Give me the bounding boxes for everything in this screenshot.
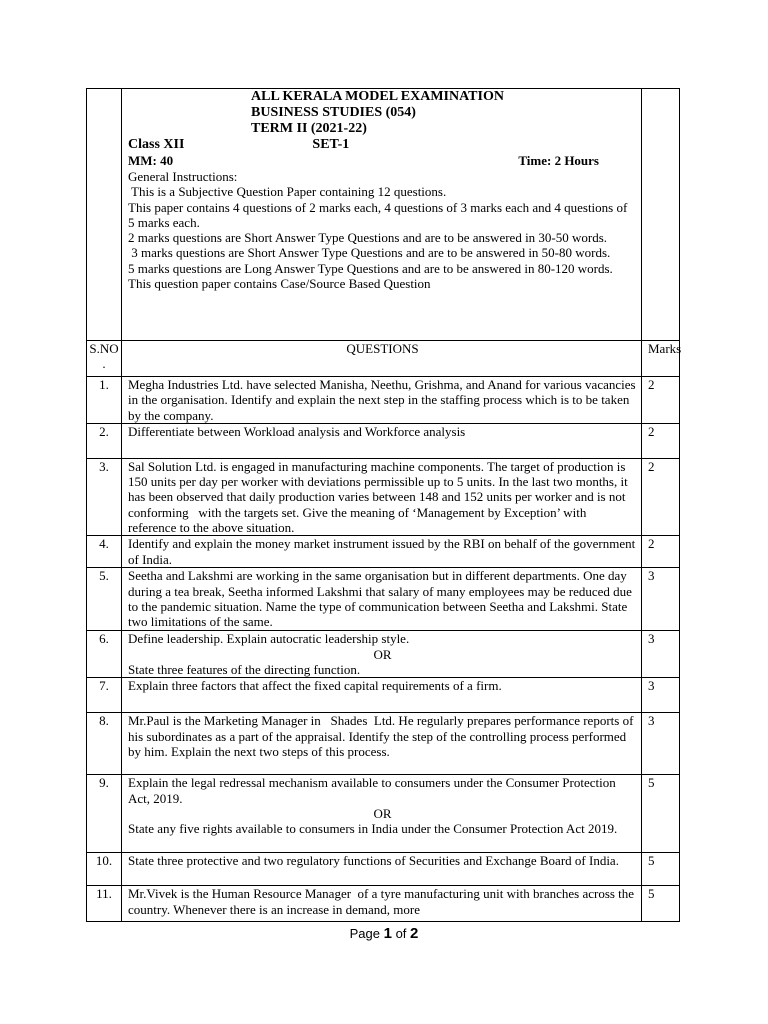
of-word: of: [395, 926, 407, 941]
instruction: 2 marks questions are Short Answer Type Questions and are to be answered in 30-50 words.: [128, 230, 608, 246]
question-row: [87, 568, 680, 631]
question-text: Sal Solution Ltd. is engaged in manufacturing machine components. The target of production is 150 units per day per worker with deviations permissible up to 5 units. In the last two months, it has been observed that daily production varies between 148 and 152 units per worker and is not conforming with the targets set. Give the meaning of ‘Management by Exception’ with reference to the above situation.: [122, 458, 642, 535]
sno-header: S.NO .: [87, 341, 122, 377]
max-marks: MM: 40: [128, 153, 174, 168]
marks-header: Marks: [642, 341, 680, 377]
or-separator: OR: [373, 646, 392, 662]
instruction: 3 marks questions are Short Answer Type Questions and are to be answered in 50-80 words.: [128, 245, 611, 261]
question-row: [87, 678, 680, 713]
class-set-line: [128, 137, 637, 153]
question-number: 8.: [87, 713, 122, 775]
instruction: This paper contains 4 questions of 2 marks each, 4 questions of 3 marks each and 4 questions of 5 marks each.: [128, 199, 628, 230]
question-number: 2.: [87, 423, 122, 458]
question-marks: 3: [642, 631, 680, 678]
question-text: Define leadership. Explain autocratic leadership style.: [128, 631, 410, 647]
alternative-question: State any five rights available to consumers in India under the Consumer Protection Act 2019.: [128, 821, 618, 837]
question-text: Megha Industries Ltd. have selected Manisha, Neethu, Grishma, and Anand for various vacancies in the organisation. Identify and explain the next step in the staffing process which is to be taken by the company.: [122, 377, 642, 424]
question-text-cell: [122, 631, 642, 678]
alternative-question: State three features of the directing function.: [128, 661, 361, 677]
question-number: 7.: [87, 678, 122, 713]
question-marks: 2: [642, 377, 680, 424]
question-marks: 3: [642, 678, 680, 713]
question-number: 10.: [87, 853, 122, 886]
class-label: Class XII: [128, 137, 185, 152]
question-marks: 5: [642, 853, 680, 886]
question-row: [87, 458, 680, 535]
page-total: 2: [410, 925, 419, 942]
set-label: SET-1: [312, 137, 350, 152]
page-word: Page: [349, 926, 380, 941]
question-marks: 2: [642, 458, 680, 535]
question-row: [87, 536, 680, 568]
question-text: Seetha and Lakshmi are working in the same organisation but in different departments. One day during a tea break, Seetha informed Lakshmi that salary of many employees may be reduced due to the pandemic situation. Name the type of communication between Seetha and Lakshmi. State two limitations of the same.: [122, 568, 642, 631]
header-row: [87, 89, 680, 341]
instructions-heading: General Instructions:: [128, 169, 238, 184]
question-number: 1.: [87, 377, 122, 424]
question-number: 9.: [87, 775, 122, 853]
instruction: This question paper contains Case/Source Based Question: [128, 276, 431, 292]
questions-header: QUESTIONS: [122, 341, 642, 377]
instruction: This is a Subjective Question Paper containing 12 questions.: [128, 184, 447, 200]
question-text: Differentiate between Workload analysis and Workforce analysis: [122, 423, 642, 458]
page-footer: [0, 925, 768, 942]
question-row: [87, 886, 680, 922]
question-number: 11.: [87, 886, 122, 922]
question-text-cell: [122, 775, 642, 853]
exam-title: ALL KERALA MODEL EXAMINATION: [251, 89, 504, 104]
question-text: Explain the legal redressal mechanism available to consumers under the Consumer Protection Act, 2019.: [128, 775, 616, 806]
question-text: State three protective and two regulatory functions of Securities and Exchange Board of India.: [122, 853, 642, 886]
header-cell: [122, 89, 642, 341]
term-title: TERM II (2021-22): [251, 121, 367, 136]
question-row: [87, 775, 680, 853]
question-text: Explain three factors that affect the fixed capital requirements of a firm.: [122, 678, 642, 713]
question-text: Mr.Paul is the Marketing Manager in Shades Ltd. He regularly prepares performance reports of his subordinates as a part of the appraisal. Identify the step of the controlling process performed by him. Explain the next two steps of this process.: [122, 713, 642, 775]
question-number: 4.: [87, 536, 122, 568]
question-marks: 3: [642, 568, 680, 631]
or-separator: OR: [373, 805, 392, 821]
question-row: [87, 631, 680, 678]
question-row: [87, 853, 680, 886]
time-allowed: Time: 2 Hours: [518, 153, 599, 168]
question-row: [87, 423, 680, 458]
question-number: 6.: [87, 631, 122, 678]
question-text: Identify and explain the money market instrument issued by the RBI on behalf of the government of India.: [122, 536, 642, 568]
question-marks: 2: [642, 536, 680, 568]
question-marks: 2: [642, 423, 680, 458]
instruction: 5 marks questions are Long Answer Type Questions and are to be answered in 80-120 words.: [128, 260, 613, 276]
question-paper-table: [86, 88, 680, 922]
question-marks: 5: [642, 886, 680, 922]
page-number: 1: [383, 925, 392, 942]
subject-title: BUSINESS STUDIES (054): [251, 105, 416, 120]
marks-time-line: [128, 153, 637, 169]
question-row: [87, 713, 680, 775]
column-header-row: [87, 341, 680, 377]
question-marks: 3: [642, 713, 680, 775]
question-marks: 5: [642, 775, 680, 853]
question-text: Mr.Vivek is the Human Resource Manager of a tyre manufacturing unit with branches across the country. Whenever there is an increase in demand, more: [122, 886, 642, 922]
question-row: [87, 377, 680, 424]
question-number: 5.: [87, 568, 122, 631]
question-number: 3.: [87, 458, 122, 535]
